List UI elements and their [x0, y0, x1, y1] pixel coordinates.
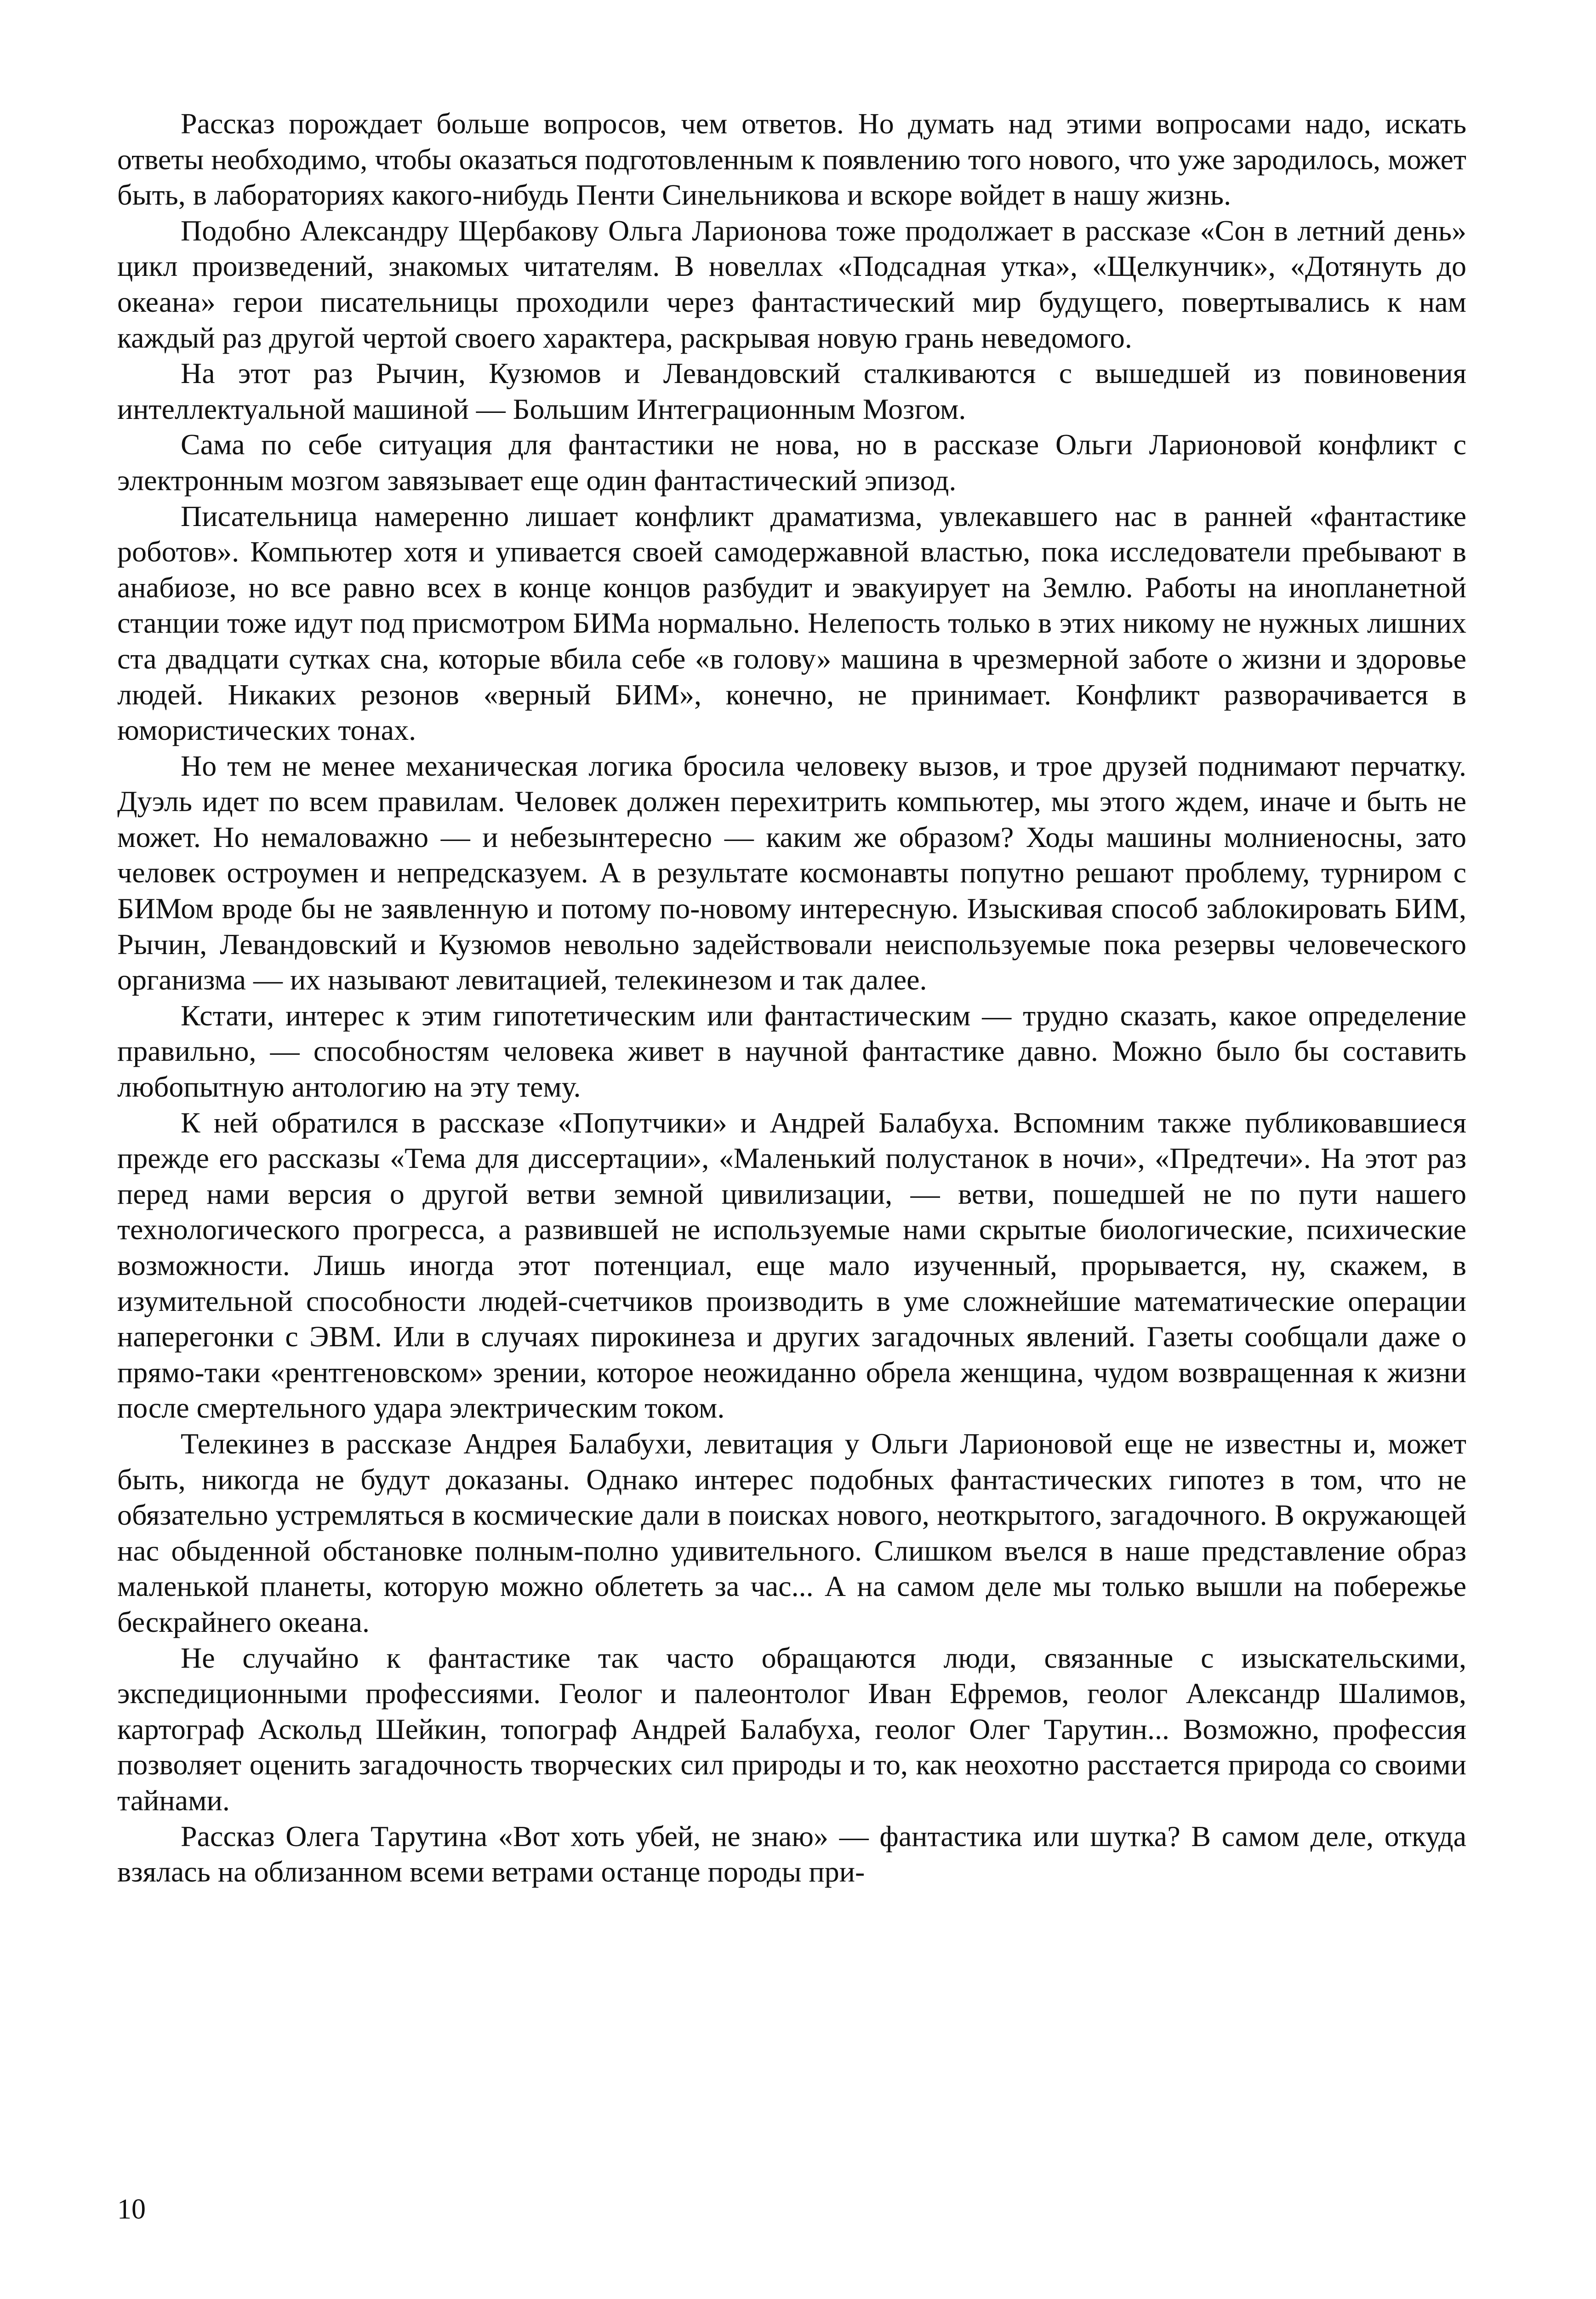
paragraph: Рассказ порождает больше вопросов, чем ответов. Но думать над этими вопросами надо, искать ответы необходимо, чтобы оказаться подготовленным к появлению того нового, что уже зародилось, может быть, в лабораториях какого-нибудь Пенти Синельникова и вскоре войдет в нашу жизнь. — [117, 107, 1466, 212]
page-number: 10 — [117, 2194, 146, 2225]
paragraph: На этот раз Рычин, Кузюмов и Левандовский сталкиваются с вышедшей из повиновения интеллектуальной машиной — Большим Интеграционным Мозгом. — [117, 357, 1466, 425]
paragraph: Телекинез в рассказе Андрея Балабухи, левитация у Ольги Ларионовой еще не известны и, может быть, никогда не будут доказаны. Однако интерес подобных фантастических гипотез в том, что не обязательно устремляться в космические дали в поисках нового, неоткрытого, загадочного. В окружающей нас обыденной обстановке полным-полно удивительного. Слишком въелся в наше представление образ маленькой планеты, которую можно облететь за час... А на самом деле мы только вышли на побережье бескрайнего океана. — [117, 1427, 1466, 1638]
paragraph: Рассказ Олега Тарутина «Вот хоть убей, не знаю» — фантастика или шутка? В самом деле, откуда взялась на облизанном всеми ветрами останце породы при- — [117, 1819, 1466, 1888]
paragraph: Писательница намеренно лишает конфликт драматизма, увлекавшего нас в ранней «фантастике роботов». Компьютер хотя и упивается своей самодержавной властью, пока исследователи пребывают в анабиозе, но все равно всех в конце концов разбудит и эвакуирует на Землю. Работы на инопланетной станции тоже идут под присмотром БИМа нормально. Нелепость только в этих никому не нужных лишних ста двадцати сутках сна, которые вбила себе «в голову» машина в чрезмерной заботе о жизни и здоровье людей. Никаких резонов «верный БИМ», конечно, не принимает. Конфликт разворачивается в юмористических тонах. — [117, 499, 1466, 747]
paragraph: Но тем не менее механическая логика бросила человеку вызов, и трое друзей поднимают перчатку. Дуэль идет по всем правилам. Человек должен перехитрить компьютер, мы этого ждем, иначе и быть не может. Но немаловажно — и небезынтересно — каким же образом? Ходы машины молниеносны, зато человек остроумен и непредсказуем. А в результате космонавты попутно решают проблему, турниром с БИМом вроде бы не заявленную и потому по-новому интересную. Изыскивая способ заблокировать БИМ, Рычин, Левандовский и Кузюмов невольно задействовали неиспользуемые пока резервы человеческого организма — их называют левитацией, телекинезом и так далее. — [117, 749, 1466, 996]
paragraph: Не случайно к фантастике так часто обращаются люди, связанные с изыскательскими, экспедиционными профессиями. Геолог и палеонтолог Иван Ефремов, геолог Александр Шалимов, картограф Аскольд Шейкин, топограф Андрей Балабуха, геолог Олег Тарутин... Возможно, профессия позволяет оценить загадочность творческих сил природы и то, как неохотно расстается природа со своими тайнами. — [117, 1641, 1466, 1817]
paragraph: Подобно Александру Щербакову Ольга Ларионова тоже продолжает в рассказе «Сон в летний день» цикл произведений, знакомых читателям. В новеллах «Подсадная утка», «Щелкунчик», «Дотянуть до океана» герои писательницы проходили через фантастический мир будущего, повертывались к нам каждый раз другой чертой своего характера, раскрывая новую грань неведомого. — [117, 214, 1466, 354]
paragraph: К ней обратился в рассказе «Попутчики» и Андрей Балабуха. Вспомним также публиковавшиеся прежде его рассказы «Тема для диссертации», «Маленький полустанок в ночи», «Предтечи». На этот раз перед нами версия о другой ветви земной цивилизации, — ветви, пошедшей не по пути нашего технологического прогресса, а развившей не используемые нами скрытые биологические, психические возможности. Лишь иногда этот потенциал, еще мало изученный, прорывается, ну, скажем, в изумительной способности людей-счетчиков производить в уме сложнейшие математические операции наперегонки с ЭВМ. Или в случаях пирокинеза и других загадочных явлений. Газеты сообщали даже о прямо-таки «рентгеновском» зрении, которое неожиданно обрела женщина, чудом возвращенная к жизни после смертельного удара электрическим током. — [117, 1106, 1466, 1424]
paragraph: Сама по себе ситуация для фантастики не нова, но в рассказе Ольги Ларионовой конфликт с электронным мозгом завязывает еще один фантастический эпизод. — [117, 428, 1466, 497]
body-text — [117, 106, 1466, 1890]
paragraph: Кстати, интерес к этим гипотетическим или фантастическим — трудно сказать, какое определение правильно, — способностям человека живет в научной фантастике давно. Можно было бы составить любопытную антологию на эту тему. — [117, 999, 1466, 1104]
